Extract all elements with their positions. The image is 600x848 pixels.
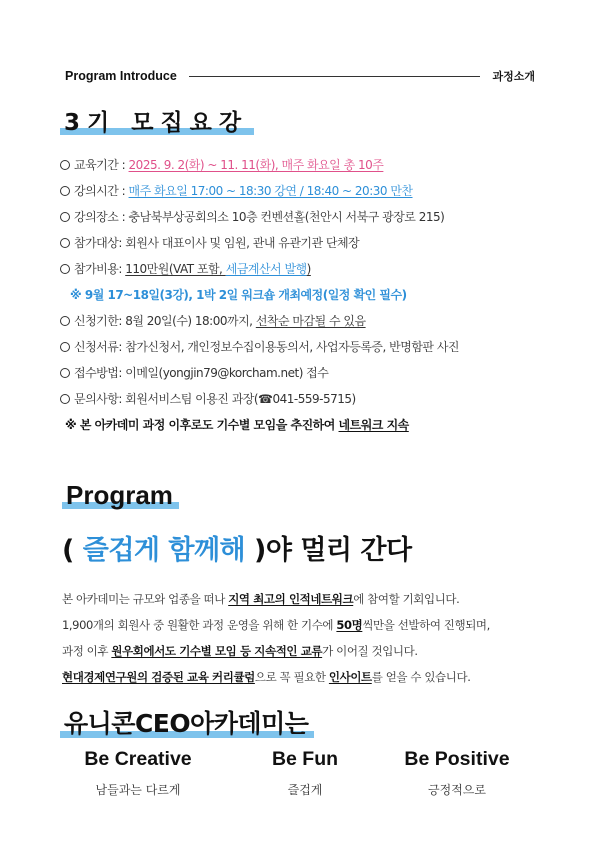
section-label-ko: 과정소개	[492, 70, 535, 83]
info-value: 회원사 대표이사 및 임원, 관내 유관기관 단체장	[125, 236, 360, 250]
academy-title-text: 유니콘CEO아카데미는	[64, 704, 308, 740]
info-value: 매주 화요일 17:00 ~ 18:30 강연 / 18:40 ~ 20:30 만찬	[128, 184, 413, 198]
description-line	[62, 586, 542, 612]
value-ko: 긍정적으로	[428, 783, 486, 797]
info-label: 신청기한:	[74, 314, 126, 328]
info-label: 교육기간 :	[74, 158, 129, 172]
section-label-en: Program Introduce	[65, 69, 177, 83]
program-description	[62, 586, 542, 690]
value-en: Be Positive	[404, 748, 510, 770]
circle-bullet-icon	[60, 394, 70, 404]
slogan-highlight: 즐겁게 함께해	[73, 535, 255, 566]
circle-bullet-icon	[60, 316, 70, 326]
description-line	[62, 638, 542, 664]
circle-bullet-icon	[60, 186, 70, 196]
circle-bullet-icon	[60, 238, 70, 248]
emphasis-segment: 50명	[336, 618, 363, 632]
emphasis-segment: 현대경제연구원의 검증된 교육 커리큘럼	[62, 670, 255, 684]
footnote-text: ※ 본 아카데미 과정 이후로도 기수별 모임을 추진하여	[65, 418, 339, 432]
text-segment: 가 이어질 것입니다.	[322, 644, 418, 658]
info-label: 참가비용:	[74, 262, 126, 276]
program-slogan	[62, 528, 412, 567]
value-ko: 남들과는 다르게	[95, 783, 181, 797]
description-line	[62, 612, 542, 638]
info-label: 강의장소 :	[74, 210, 129, 224]
info-value: 110만원(VAT 포함,	[125, 262, 226, 276]
page-header	[65, 66, 535, 86]
text-segment: 1,900개의 회원사 중 원활한 과정 운영을 위해 한 기수에	[62, 618, 337, 632]
value-en: Be Creative	[84, 748, 192, 770]
recruit-info-list	[60, 152, 540, 438]
description-line	[62, 664, 542, 690]
circle-bullet-icon	[60, 212, 70, 222]
value-creative	[68, 748, 208, 798]
slogan-open-paren: (	[62, 535, 74, 566]
value-positive	[392, 748, 522, 798]
footnote-network: 네트워크 지속	[338, 418, 409, 432]
info-value: 8월 20일(수) 18:00까지,	[125, 314, 256, 328]
circle-bullet-icon	[60, 368, 70, 378]
info-label: 신청서류:	[74, 340, 126, 354]
info-row-fee	[60, 256, 540, 282]
info-row-time	[60, 178, 540, 204]
circle-bullet-icon	[60, 264, 70, 274]
info-label: 문의사항:	[74, 392, 126, 406]
value-fun	[260, 748, 350, 798]
value-ko: 즐겁게	[287, 783, 323, 797]
info-row-venue	[60, 204, 540, 230]
academy-title	[64, 704, 308, 740]
info-label: 강의시간 :	[74, 184, 129, 198]
text-segment: 과정 이후	[62, 644, 112, 658]
info-value: 2025. 9. 2(화) ~ 11. 11(화), 매주 화요일 총 10주	[128, 158, 384, 172]
circle-bullet-icon	[60, 342, 70, 352]
info-row-period	[60, 152, 540, 178]
info-row-apply-method	[60, 360, 540, 386]
info-value: 충남북부상공회의소 10층 컨벤션홀(천안시 서북구 광장로 215)	[128, 210, 445, 224]
text-segment: 본 아카데미는 규모와 업종을 떠나	[62, 592, 229, 606]
program-title-text: Program	[66, 480, 173, 510]
text-segment: 에 참여할 기회입니다.	[353, 592, 460, 606]
slogan-rest: )야 멀리 간다	[254, 535, 412, 566]
circle-bullet-icon	[60, 160, 70, 170]
recruit-title	[64, 104, 248, 137]
info-value-first-come: 선착순 마감될 수 있음	[255, 314, 366, 328]
text-segment: 를 얻을 수 있습니다.	[371, 670, 471, 684]
info-value: 참가신청서, 개인정보수집이용동의서, 사업자등록증, 반명함판 사진	[125, 340, 460, 354]
text-segment: 으로 꼭 필요한	[254, 670, 329, 684]
program-title	[66, 480, 173, 511]
workshop-note: ※ 9월 17~18일(3강), 1박 2일 워크숍 개최예정(일정 확인 필수)	[70, 288, 407, 302]
info-value: 회원서비스팀 이용진 과장(☎041-559-5715)	[125, 392, 356, 406]
emphasis-segment: 원우회에서도 기수별 모임 등 지속적인 교류	[111, 644, 323, 658]
emphasis-segment: 지역 최고의 인적네트워크	[228, 592, 354, 606]
info-value-close: )	[306, 262, 311, 276]
academy-values	[60, 748, 540, 808]
emphasis-segment: 인사이트	[328, 670, 372, 684]
network-footnote	[60, 412, 540, 438]
info-value: 이메일(yongjin79@korcham.net) 접수	[125, 366, 329, 380]
info-row-deadline	[60, 308, 540, 334]
text-segment: 씩만을 선발하여 진행되며,	[362, 618, 490, 632]
value-en: Be Fun	[271, 748, 339, 770]
info-label: 참가대상:	[74, 236, 126, 250]
header-divider	[189, 76, 481, 77]
info-row-documents	[60, 334, 540, 360]
info-label: 접수방법:	[74, 366, 126, 380]
info-value-invoice: 세금계산서 발행	[225, 262, 307, 276]
info-row-target	[60, 230, 540, 256]
recruit-title-text: 3기 모집요강	[64, 104, 248, 137]
info-row-inquiry	[60, 386, 540, 412]
